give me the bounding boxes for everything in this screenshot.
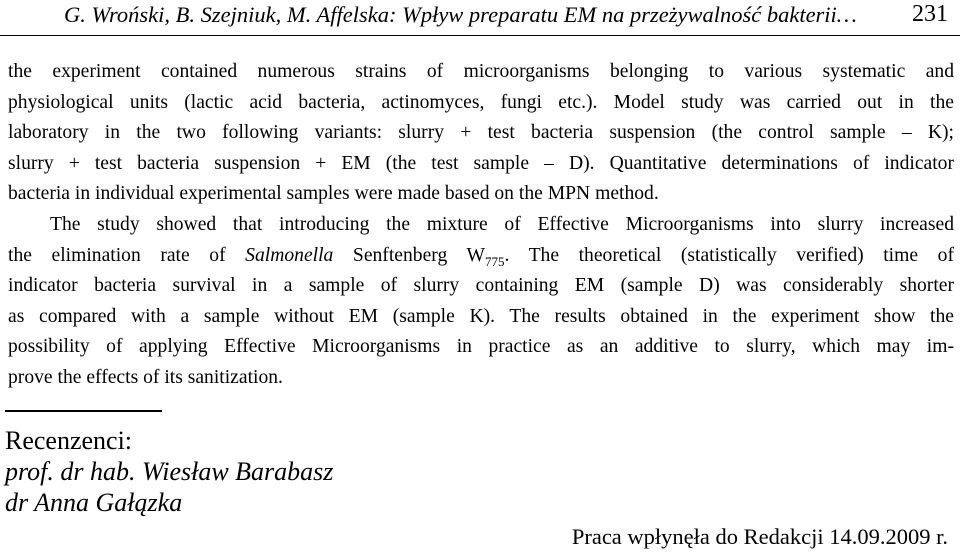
footnote-rule xyxy=(5,410,162,412)
body-line-salmonella xyxy=(8,241,954,272)
line-text-post: . The theoretical (statistically verified) time of xyxy=(504,244,954,266)
strain-name: Senftenberg W xyxy=(333,244,485,266)
reviewers-label: Recenzenci: xyxy=(5,426,133,455)
body-line: physiological units (lactic acid bacteria, actinomyces, fungi etc.). Model study was carried out in the xyxy=(8,91,954,113)
reviewer-name: dr Anna Gałązka xyxy=(5,488,183,517)
body-line: prove the effects of its sanitization. xyxy=(8,366,283,388)
body-line: possibility of applying Effective Microorganisms in practice as an additive to slurry, which may im- xyxy=(8,336,954,358)
species-name: Salmonella xyxy=(245,244,334,266)
line-text-pre: the elimination rate of xyxy=(8,244,246,266)
body-line: slurry + test bacteria suspension + EM (the test sample – D). Quantitative determinations of indicator xyxy=(8,152,954,174)
strain-subscript: 775 xyxy=(484,253,505,269)
reviewers-block xyxy=(5,425,333,518)
body-text xyxy=(8,57,954,394)
received-date: Praca wpłynęła do Redakcji 14.09.2009 r. xyxy=(571,524,948,549)
header-title: G. Wroński, B. Szejniuk, M. Affelska: Wpływ preparatu EM na przeżywalność bakterii… xyxy=(64,2,857,27)
body-line: as compared with a sample without EM (sample K). The results obtained in the experiment show the xyxy=(8,305,954,327)
page-number: 231 xyxy=(912,1,948,27)
body-line: The study showed that introducing the mixture of Effective Microorganisms into slurry increased xyxy=(50,213,954,235)
body-line: laboratory in the two following variants: slurry + test bacteria suspension (the control sample – K); xyxy=(8,122,954,144)
body-line: the experiment contained numerous strains of microorganisms belonging to various systematic and xyxy=(8,61,954,82)
body-line: indicator bacteria survival in a sample of slurry containing EM (sample D) was considerably shorter xyxy=(8,275,954,297)
running-header xyxy=(0,0,960,36)
body-line: bacteria in individual experimental samples were made based on the MPN method. xyxy=(8,183,659,205)
reviewer-name: prof. dr hab. Wiesław Barabasz xyxy=(5,457,334,486)
